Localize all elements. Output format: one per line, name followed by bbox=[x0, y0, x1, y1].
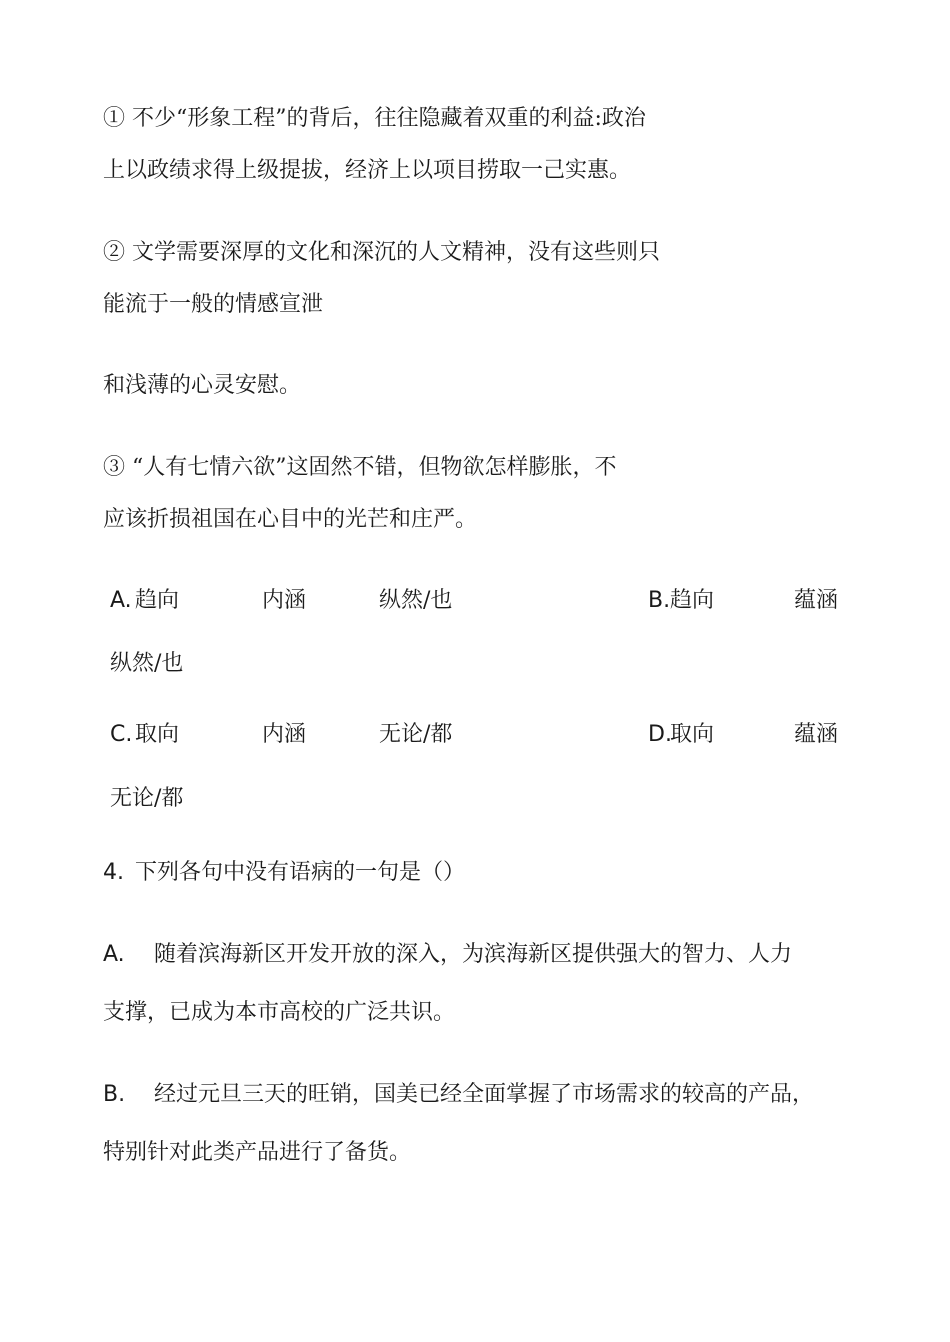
option-b-word-2: 蕴涵 bbox=[794, 588, 839, 613]
option-d-word-2: 蕴涵 bbox=[794, 722, 839, 747]
paragraph-2-line-2: 能流于一般的情感宣泄 bbox=[103, 292, 324, 317]
option-b-word-1: 趋向 bbox=[670, 588, 715, 613]
option-d-word-3: 无论/都 bbox=[110, 786, 184, 811]
paragraph-1-line-2: 上以政绩求得上级提拔，经济上以项目捞取一己实惠。 bbox=[103, 158, 632, 183]
question-4-option-b-label: B. bbox=[103, 1082, 126, 1107]
option-c-word-2: 内涵 bbox=[262, 722, 307, 747]
question-4-number: 4. bbox=[103, 860, 124, 885]
paragraph-3-line-1: ③ “人有七情六欲”这固然不错，但物欲怎样膨胀，不 bbox=[103, 455, 617, 480]
option-d-label: D. bbox=[648, 722, 672, 747]
question-4-option-a-label: A. bbox=[103, 942, 125, 967]
option-a-word-3: 纵然/也 bbox=[379, 588, 453, 613]
option-b-label: B. bbox=[648, 588, 671, 613]
option-c-label: C. bbox=[110, 722, 133, 747]
option-d-word-1: 取向 bbox=[670, 722, 715, 747]
option-a-word-1: 趋向 bbox=[135, 588, 180, 613]
option-c-word-3: 无论/都 bbox=[379, 722, 453, 747]
paragraph-1-line-1: ① 不少“形象工程”的背后，往往隐藏着双重的利益:政治 bbox=[103, 106, 646, 131]
question-4-option-a-line-2: 支撑，已成为本市高校的广泛共识。 bbox=[103, 1000, 456, 1025]
question-4-option-a-line-1: 随着滨海新区开发开放的深入，为滨海新区提供强大的智力、人力 bbox=[154, 942, 793, 967]
paragraph-2-line-1: ② 文学需要深厚的文化和深沉的人文精神，没有这些则只 bbox=[103, 240, 660, 265]
option-b-word-3: 纵然/也 bbox=[110, 651, 184, 676]
question-4-option-b-line-1: 经过元旦三天的旺销，国美已经全面掌握了市场需求的较高的产品， bbox=[154, 1082, 815, 1107]
option-c-word-1: 取向 bbox=[135, 722, 180, 747]
question-4-option-b-line-2: 特别针对此类产品进行了备货。 bbox=[103, 1140, 412, 1165]
paragraph-3-line-2: 应该折损祖国在心目中的光芒和庄严。 bbox=[103, 507, 478, 532]
paragraph-2-line-3: 和浅薄的心灵安慰。 bbox=[103, 373, 302, 398]
question-4-stem: 下列各句中没有语病的一句是（） bbox=[135, 860, 466, 885]
option-a-word-2: 内涵 bbox=[262, 588, 307, 613]
option-a-label: A. bbox=[110, 588, 132, 613]
